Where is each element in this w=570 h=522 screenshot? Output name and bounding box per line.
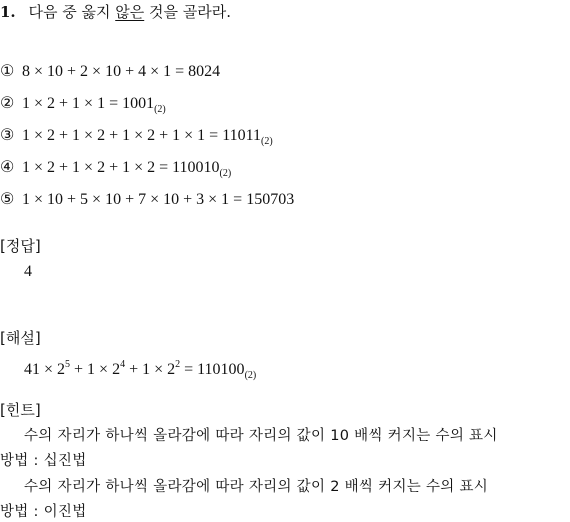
formula-exponent: 2 [175,359,181,370]
choice-expression: 1 × 2 + 1 × 2 + 1 × 2 = 110010 [22,159,220,176]
formula-term: + 1 × 2 [70,361,121,378]
choice-1 [0,62,220,82]
formula-term: 41 × 2 [24,361,66,378]
hint-line-4: 방법 : 이진법 [0,504,87,520]
choice-3 [0,126,273,152]
formula-base: (2) [244,370,257,381]
answer-value: 4 [24,263,32,280]
hint-label: [힌트] [0,401,41,419]
question-text-underlined: 않은 [115,3,145,21]
choice-marker: ③ [0,127,15,144]
choice-marker: ① [0,63,15,80]
hint-line-3: 수의 자리가 하나씩 올라감에 따라 자리의 값이 2 배씩 커지는 수의 표시 [24,479,489,495]
choice-marker: ④ [0,159,15,176]
explanation-formula [24,355,256,386]
choice-expression: 1 × 2 + 1 × 2 + 1 × 2 + 1 × 1 = 11011 [22,127,261,144]
choice-expression: 1 × 2 + 1 × 1 = 1001 [22,95,155,112]
question-text-after: 것을 골라라. [149,3,231,21]
choice-base: (2) [154,104,166,115]
choice-2 [0,94,166,120]
formula-term: = 110100 [180,361,245,378]
choice-base: (2) [261,136,273,147]
choice-4 [0,158,231,184]
choice-expression: 8 × 10 + 2 × 10 + 4 × 1 = 8024 [22,63,221,80]
question-text-before: 다음 중 옳지 [28,3,111,21]
question-line [0,2,231,22]
question-number: 1. [0,3,16,21]
formula-exponent: 4 [120,359,126,370]
hint-line-1: 수의 자리가 하나씩 올라감에 따라 자리의 값이 10 배씩 커지는 수의 표시 [24,428,498,444]
choice-5 [0,190,294,210]
hint-line-2: 방법 : 십진법 [0,453,87,469]
choice-expression: 1 × 10 + 5 × 10 + 7 × 10 + 3 × 1 = 150703 [22,191,295,208]
choice-base: (2) [219,168,232,179]
explanation-label: [해설] [0,329,41,347]
choice-marker: ⑤ [0,191,15,208]
choice-marker: ② [0,95,15,112]
formula-term: + 1 × 2 [125,361,176,378]
formula-exponent: 5 [65,359,71,370]
answer-label: [정답] [0,237,41,255]
